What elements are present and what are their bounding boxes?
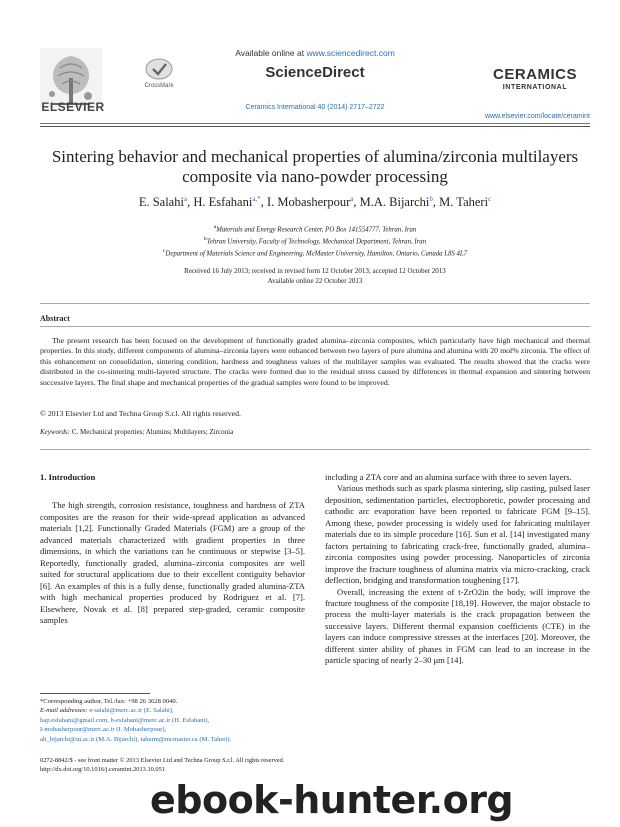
platform-title: ScienceDirect (265, 64, 365, 81)
issn-doi (40, 756, 440, 774)
author-affiliation-link[interactable]: a (183, 195, 188, 203)
journal-homepage-link[interactable]: www.elsevier.com/locate/ceramint (484, 113, 590, 120)
publisher-logo-text: ELSEVIER (41, 100, 105, 114)
author-name: H. Esfahani (193, 195, 253, 210)
corresponding-author: *Corresponding author. Tel./fax: +98 26 3628 0040. (40, 698, 178, 705)
doi-link[interactable]: http://dx.doi.org/10.1016/j.ceramint.2013.10.051 (40, 766, 166, 773)
abstract-text: The present research has been focused on the development of functionally graded alumina–zirconia composites, which particularly have high mechanical and thermal properties. In this study, different components of alumina–zirconia layers were enhanced between two layers of pure alumina and alumina with 20 mol% zirconia. The effect of this enhancement on consolidation, sintering condition, hardness and toughness values of the multilayer samples was evaluated. The results showed that the cracks were distributed in the co-sintering multi-layered structure. The cracks were formed due to the residual stress caused by differences in thermal expansion and sintering between successive layers. The final shape and mechanical properties of the gradual samples were found to be improved. (40, 336, 590, 387)
body-column-right (325, 472, 590, 667)
divider (40, 303, 590, 304)
author-list: E. Salahi$^a$, H. Esfahani$^{a,*}$, I. Mobasherpour$^a$, M.A. Bijarchi$^b$, M. Taheri$^c$ (138, 195, 492, 210)
body-paragraph: including a ZTA core and an alumina surface with three to seven layers. (325, 472, 572, 482)
sciencedirect-link[interactable]: www.sciencedirect.com (306, 48, 395, 58)
article-title: Sintering behavior and mechanical properties of alumina/zirconia multilayers composite via nano-powder processing (51, 147, 579, 186)
received-dates: Received 16 July 2013; received in revised form 12 October 2013; accepted 12 October 2013 (184, 267, 446, 275)
crossmark-icon[interactable] (144, 58, 174, 80)
body-paragraph: Various methods such as spark plasma sintering, slip casting, pulsed laser deposition, sedimentation particles, electrophoretic, powder processing and cathodic arc evaporation have been reported to fabricate FGM [9–15]. Among these, powder processing is widely used for fabricating multilayer materials due to its simple procedure [16]. Sun et al. [14] investigated many factors pertaining to fabricating crack-free, functionally graded, alumina–zirconia composites using powder processing. Nanoparticles of zirconia improve the fracture toughness of alumina matrix via micro-cracking, crack deflection, bridging and transformation toughening [17]. (325, 483, 590, 586)
journal-logo-line2: INTERNATIONAL (502, 84, 568, 91)
keywords-label: Keywords: (40, 428, 71, 436)
watermark: ebook-hunter.org (150, 778, 514, 822)
author-affiliation-link[interactable]: c (488, 195, 492, 203)
availability-prefix: Available online at (235, 48, 305, 58)
affiliation-item: $^b$Tehran University, Faculty of Technology, Mechanical Department, Tehran, Iran (203, 235, 427, 246)
affiliation-item: $^a$Materials and Energy Research Center, PO Box 141554777, Tehran, Iran (213, 224, 417, 234)
keywords-values: C. Mechanical properties; Alumins; Multilayers; Zirconia (70, 428, 234, 436)
email-link[interactable]: hap.esfahani@gmail.com, h-esfahani@merc.ac.ir (H. Esfahani), (40, 716, 210, 724)
body-paragraph: The high strength, corrosion resistance, toughness and hardness of ZTA composites are the reason for their wide-spread application as advanced materials [1,2]. Functionally Graded Materials (FGM) are a group of the advanced materials characterized with gradient properties in three dimensions, in which the variations can be continuous or stepwise [3–5]. Reportedly, functionally graded, alumina–zirconia composites are well suited for structural applications due to their excellent contiguity behavior [6]. An examples of this is a fully dense, functionally graded alumina-ZTA with high mechanical properties produced by Rodriguez et al. [7]. Elsewhere, Novak et al. [8] prepared step-graded, ceramic composite samples (40, 500, 305, 625)
affiliation-item: $^c$Department of Materials Science and Engineering, McMaster University, Hamilton, Ontario, Canada L8S 4L7 (162, 247, 468, 257)
author-name: E. Salahi (138, 195, 184, 210)
section-heading: 1. Introduction (40, 472, 96, 482)
copyright-line: © 2013 Elsevier Ltd and Techna Group S.r.l. All rights reserved. (40, 409, 241, 418)
author-affiliation-link[interactable]: a,* (252, 195, 261, 203)
keywords-line (40, 428, 233, 436)
journal-citation-link[interactable]: Ceramics International 40 (2014) 2717–2722 (245, 104, 385, 111)
divider (40, 449, 590, 450)
divider (40, 326, 590, 327)
email-link[interactable]: I-mobasherpour@merc.ac.ir (I. Mobasherpour), (40, 726, 167, 734)
affiliations (40, 223, 590, 258)
body-column-left (40, 472, 305, 626)
author-affiliation-link[interactable]: a (350, 195, 354, 203)
issn-line: 0272-8842/$ - see front matter © 2013 Elsevier Ltd and Techna Group S.r.l. All rights reserved. (40, 757, 285, 764)
author-name: I. Mobasherpour (266, 195, 351, 210)
online-date: Available online 22 October 2013 (267, 276, 363, 285)
author-name: M. Taheri (439, 195, 489, 210)
email-link[interactable]: ali_bijarchi@ut.ac.ir (M.A. Bijarchi), taherm@mcmaster.ca (M. Taheri). (40, 735, 232, 743)
author-affiliation-link[interactable]: b (429, 195, 433, 203)
journal-logo-line1: CERAMICS (492, 66, 577, 83)
crossmark-label: CrossMark (144, 83, 174, 89)
header-divider-thick (40, 126, 590, 127)
article-history (40, 267, 590, 286)
footnote-rule (40, 693, 150, 694)
email-link[interactable]: e-salahi@merc.ac.ir (E. Salahi), (87, 707, 174, 715)
header-divider (40, 123, 590, 124)
footnote (40, 697, 320, 744)
email-label: E-mail addresses: (40, 707, 88, 715)
body-paragraph: Overall, increasing the extent of t-ZrO2in the body, will improve the fracture toughness of the composite [18,19]. However, the major obstacle to process the multi-layer materials is the crack propagation between the successive layers. Different thermal expansion coefficients (CTE) in the layers can induce compressive stresses at the interfaces [20]. Moreover, the different sinter ability of phases in FGM can lead to an increase in the particle spacing of nearly 2–30 μm [14]. (325, 586, 590, 666)
author-name: M.A. Bijarchi (359, 195, 430, 210)
elsevier-tree-logo (40, 48, 102, 108)
availability-line (205, 48, 425, 58)
abstract-heading: Abstract (40, 314, 70, 323)
